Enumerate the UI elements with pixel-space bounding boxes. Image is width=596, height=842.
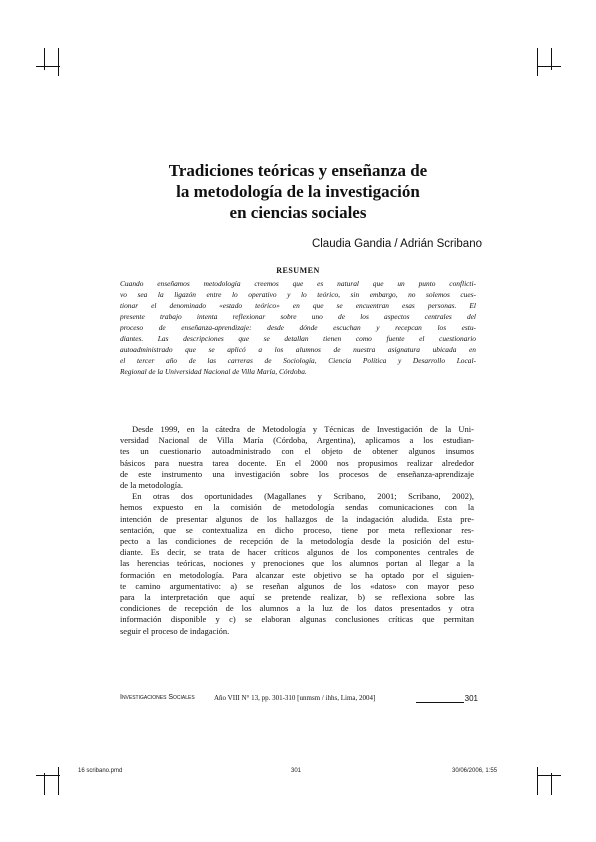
body-line: seguir el proceso de indagación. bbox=[120, 625, 230, 636]
body-line: Desde 1999, en la cátedra de Metodología y Técnicas de Investigación de la Uni- bbox=[132, 424, 474, 434]
body-line: te camino argumentativo: a) se reseñan algunos de los «datos» con mayor peso bbox=[120, 580, 474, 591]
abstract-line: presente trabajo intenta reflexionar sobre uno de los aspectos centrales del bbox=[120, 312, 476, 321]
crop-mark-bottom-left-vertical-outer bbox=[44, 773, 45, 795]
body-line: de este instrumento una investigación sobre los procesos de enseñanza-aprendizaje bbox=[120, 468, 474, 479]
crop-mark-bottom-left-horizontal bbox=[36, 775, 60, 776]
slug-file-name: 16 scribano.pmd bbox=[78, 768, 123, 774]
article-title bbox=[100, 160, 496, 223]
crop-mark-bottom-right-vertical-outer bbox=[551, 773, 552, 795]
abstract-line: el tercer año de las carreras de Sociología, Ciencia Política y Desarrollo Local- bbox=[120, 356, 476, 365]
abstract-line: Regional de la Universidad Nacional de Villa María, Córdoba. bbox=[120, 367, 307, 376]
body-line: diante. Es decir, se trata de hacer críticos algunos de los componentes centrales de bbox=[120, 547, 474, 558]
crop-mark-bottom-right-horizontal bbox=[537, 775, 561, 776]
body-line: intención de presentar algunos de los hallazgos de la indagación aludida. Esta pre- bbox=[120, 513, 474, 524]
body-line: pecto a las condiciones de recepción de la metodología desde la posición del estu- bbox=[120, 536, 474, 547]
article-body bbox=[120, 424, 474, 637]
page-footer bbox=[120, 694, 478, 706]
crop-mark-bottom-left-vertical bbox=[58, 767, 59, 795]
title-line: la metodología de la investigación bbox=[176, 182, 420, 201]
abstract-line: vo sea la ligazón entre lo operativo y lo teórico, sin embargo, no solemos cues- bbox=[120, 290, 476, 299]
footer-issue-info: Año VIII N° 13, pp. 301-310 [unmsm / ihhs, Lima, 2004] bbox=[214, 694, 376, 702]
body-line: las herencias teóricas, nociones y prenociones que los alumnos portan al llegar a la bbox=[120, 558, 474, 569]
abstract-text bbox=[120, 278, 476, 377]
body-line: hemos expuesto en la comisión de metodología sendas comunicaciones con la bbox=[120, 502, 474, 513]
abstract-line: proceso de enseñanza-aprendizaje: desde dónde escuchan y recepcan los estu- bbox=[120, 323, 476, 332]
body-line: En otras dos oportunidades (Magallanes y Scribano, 2001; Scribano, 2002), bbox=[132, 491, 474, 502]
body-line: tes un cuestionario autoadministrado con el objeto de obtener algunos insumos bbox=[120, 446, 474, 457]
footer-rule bbox=[416, 702, 464, 703]
title-line: en ciencias sociales bbox=[229, 203, 367, 222]
article-authors: Claudia Gandia / Adrián Scribano bbox=[311, 238, 482, 250]
body-line: sentación, que se contextualiza en dicho proceso, tiene por meta reflexionar res- bbox=[120, 524, 474, 535]
slug-page-number: 301 bbox=[291, 768, 302, 774]
abstract-line: Cuando enseñamos metodología creemos que es natural que un punto conflicti- bbox=[120, 279, 476, 288]
title-line: Tradiciones teóricas y enseñanza de bbox=[168, 161, 428, 180]
crop-mark-top-left-horizontal bbox=[36, 66, 60, 67]
slug-date: 30/06/2006, 1:55 bbox=[452, 768, 498, 774]
abstract-line: autoadministrado que se aplicó a los alumnos de nuestra asignatura ubicada en bbox=[120, 345, 476, 354]
footer-page-number: 301 bbox=[464, 694, 478, 703]
body-line: formación en metodología. Para alcanzar este objetivo se ha optado por el siguien- bbox=[120, 569, 474, 580]
body-line: de la metodología. bbox=[120, 480, 184, 491]
body-line: versidad Nacional de Villa María (Córdoba, Argentina), aplicamos a los estudian- bbox=[120, 435, 474, 446]
crop-mark-top-left-vertical-outer bbox=[44, 48, 45, 70]
body-line: información disponible y c) se elaboran algunas conclusiones críticas que permitan bbox=[120, 614, 474, 625]
crop-mark-top-right-horizontal bbox=[537, 66, 561, 67]
body-line: condiciones de recepción de los alumnos a la luz de los datos presentados y otra bbox=[120, 603, 474, 614]
abstract-line: diantes. Las descripciones que se detallan tienen como fuente el cuestionario bbox=[120, 334, 476, 343]
footer-journal-name: Investigaciones Sociales bbox=[120, 694, 195, 701]
body-line: para la interpretación que aquí se pretende realizar, b) se reflexiona sobre las bbox=[120, 592, 474, 603]
crop-mark-top-left-vertical bbox=[58, 48, 59, 76]
crop-mark-top-right-vertical-outer bbox=[551, 48, 552, 70]
body-line: básicos para nuestra tarea docente. En el 2000 nos propusimos realizar alrededor bbox=[120, 457, 474, 468]
abstract-line: tionar el denominado «estado teórico» en que se encuentran esas personas. El bbox=[120, 301, 476, 310]
crop-mark-top-right-vertical bbox=[537, 48, 538, 76]
crop-mark-bottom-right-vertical bbox=[537, 767, 538, 795]
abstract-heading: RESUMEN bbox=[276, 266, 320, 275]
